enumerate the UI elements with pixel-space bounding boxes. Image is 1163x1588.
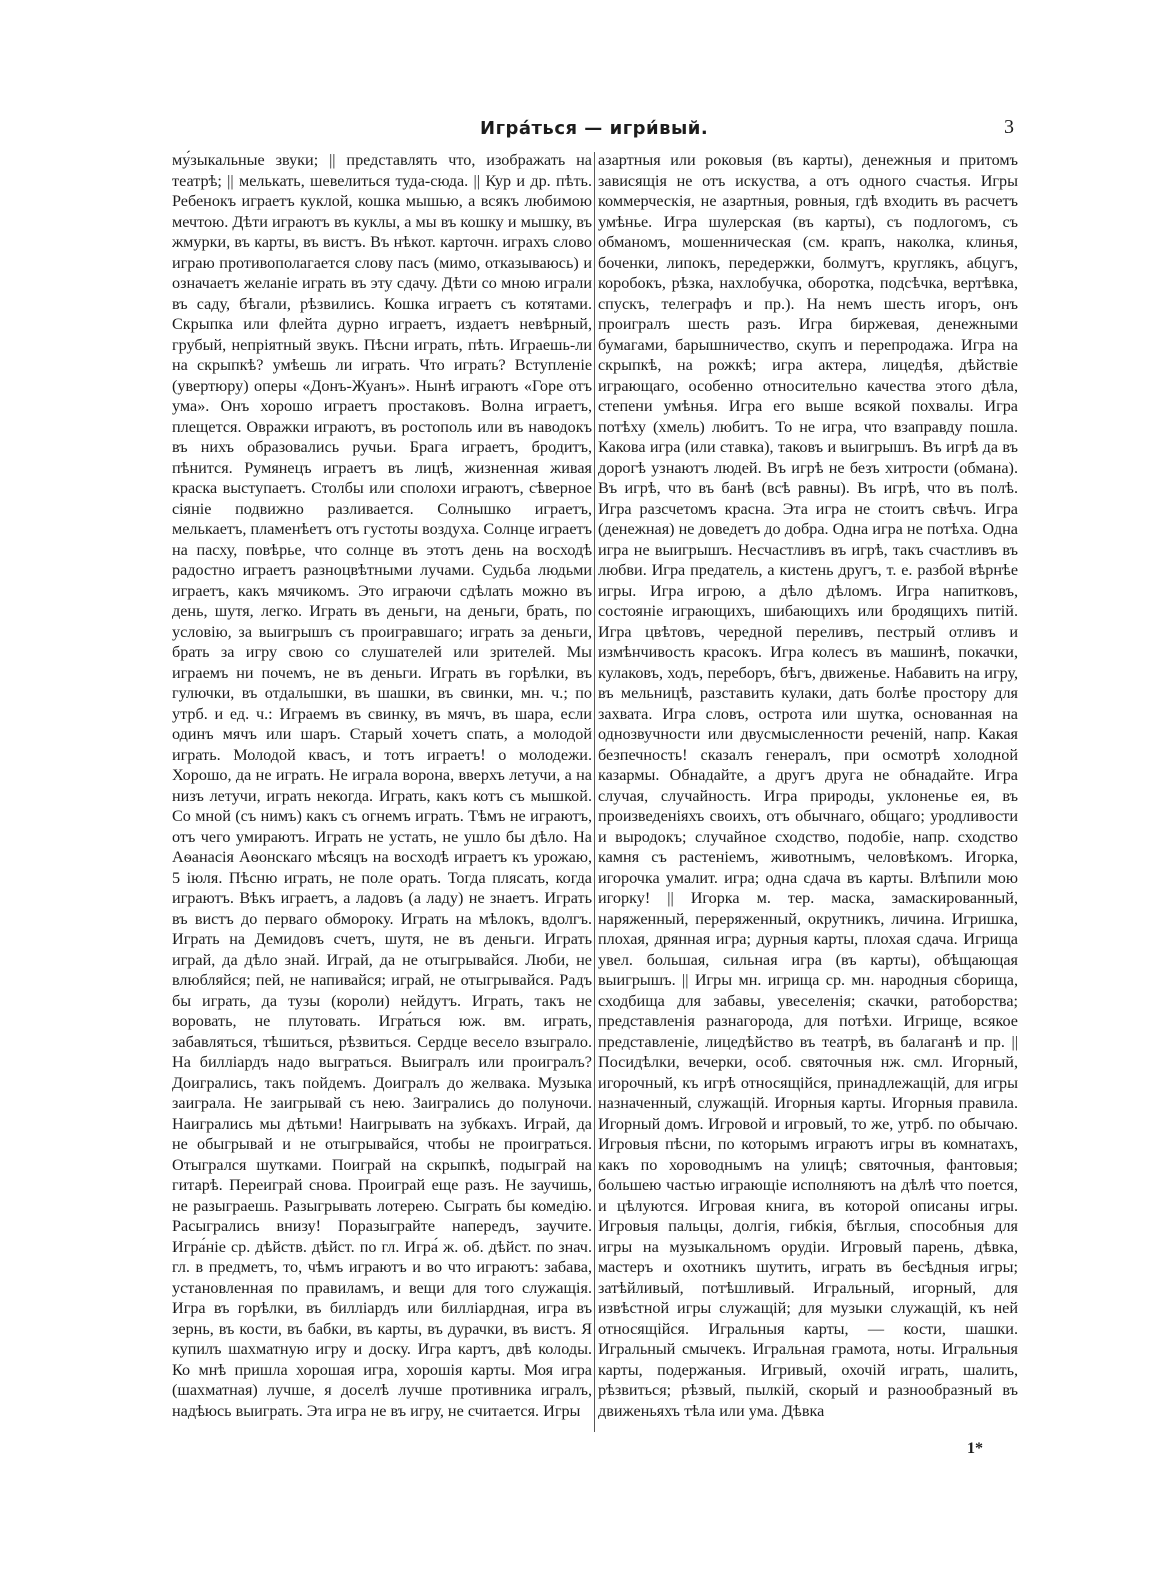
- column-divider: [594, 152, 595, 1432]
- left-column-text: му́зыкальные звуки; || представлять что, изображать на театрѣ; || мелькать, шевелиться туда-сюда. || Кур и др. пѣть. Ребенокъ играетъ куклой, кошка мышью, а всякъ любимою мечтою. Дѣти играютъ въ куклы, а мы въ кошку и мышку, въ жмурки, въ карты, въ вистъ. Въ нѣкот. карточн. играхъ слово играю противополагается слову пасъ (мимо, отказываюсь) и означаетъ желаніе играть въ эту сдачу. Дѣти со мною играли въ саду, бѣгали, рѣзвились. Кошка играетъ съ котятами. Скрыпка или флейта дурно играетъ, издаетъ невѣрный, грубый, непріятный звукъ. Пѣсни играть, пѣть. Играешь-ли на скрыпкѣ? умѣешь ли играть. Что играть? Вступленіе (увертюру) оперы «Донъ-Жуанъ». Нынѣ играютъ «Горе отъ ума». Онъ хорошо играетъ простаковъ. Волна играетъ, плещется. Овражки играютъ, въ ростополь или въ наводокъ въ нихъ образовались ручьи. Брага играетъ, бродитъ, пѣнится. Румянецъ играетъ въ лицѣ, жизненная живая краска выступаетъ. Столбы или сполохи играютъ, сѣверное сіяніе подвижно разливается. Солнышко играетъ, мелькаетъ, пламенѣетъ отъ густоты воздуха. Солнце играетъ на пасху, повѣрье, что солнце въ этотъ день на восходѣ радостно играетъ разноцвѣтными лучами. Судьба людьми играетъ, какъ мячикомъ. Это играючи сдѣлать можно въ день, шутя, легко. Играть въ деньги, на деньги, брать, по условію, за выигрышъ съ проигравшаго; играть за деньги, брать за игру свою со слушателей или зрителей. Мы играемъ ни почемъ, не въ деньги. Играть въ горѣлки, въ гулючки, въ отдалышки, въ шашки, въ свинки, мн. ч.; по утрб. и ед. ч.: Играемъ въ свинку, въ мячъ, въ шара, если одинъ мячъ или шаръ. Старый хочетъ спать, а молодой играть. Молодой квасъ, и тотъ играетъ! о молодежи. Хорошо, да не играть. Не играла ворона, вверхъ летучи, а на низъ летучи, играть некогда. Играть, какъ котъ съ мышкой. Со мной (съ нимъ) какъ съ огнемъ играть. Тѣмъ не играютъ, отъ чего умираютъ. Играть не устать, не ушло бы дѣло. На Аѳанасія Аѳонскаго мѣсяцъ на восходѣ играетъ къ урожаю, 5 іюля. Пѣсню играть, не поле орать. Тогда плясать, когда играютъ. Вѣкъ играетъ, а ладовъ (а ладу) не знаетъ. Играть въ вистъ до перваго обмороку. Играть на мѣлокъ, вдолгъ. Играть на Демидовъ счетъ, шутя, не въ деньги. Играть играй, да дѣло знай. Играй, да не отыгрывайся. Люби, не влюбляйся; пей, не напивайся; играй, не отыгрывайся. Радъ бы играть, да тузы (короли) нейдутъ. Играть, такъ не воровать, не плутовать. Игра́ться юж. вм. играть, забавляться, тѣшиться, рѣзвиться. Сердце весело взыграло. На билліардъ надо выграться. Выигралъ или проигралъ? Доигрались, такъ пойдемъ. Доигралъ до желвака. Музыка заиграла. Не заигрывай съ нею. Заигрались до полуночи. Наигрались мы дѣтьми! Наигрывать на зубкахъ. Играй, да не обыгрывай и не отыгрывайся, чтобы не проиграться. Отыгрался шутками. Поиграй на скрыпкѣ, подыграй на гитарѣ. Переиграй снова. Проиграй еще разъ. Не заучишь, не разыграешь. Разыгрывать лотерею. Сыграть бы комедію. Расыгрались внизу! Поразыграйте напередъ, заучите. Игра́ніе ср. дѣйств. дѣйст. по гл. Игра́ ж. об. дѣйст. по знач. гл. в предметъ, то, чѣмъ играютъ и во что играютъ: забава, установленная по правиламъ, и вещи для того служащія. Игра въ горѣлки, въ билліардъ или билліардная, игра въ зернь, въ кости, въ бабки, въ карты, въ дурачки, въ вистъ. Я купилъ шахматную игру и доску. Игра картъ, двѣ колоды. Ко мнѣ пришла хорошая игра, хорошія карты. Моя игра (шахматная) лучше, я доселѣ лучше противника игралъ, надѣюсь выиграть. Эта игра не въ игру, не считается. Игры: [172, 151, 592, 1420]
- left-column: [172, 150, 592, 1421]
- page-number: 3: [1004, 116, 1014, 138]
- right-column: [598, 150, 1018, 1421]
- right-column-text: азартныя или роковыя (въ карты), денежныя и притомъ зависящія не отъ искуства, а отъ одного счастья. Игры коммерческія, не азартныя, ровныя, гдѣ входить въ расчетъ умѣнье. Игра шулерская (въ карты), съ подлогомъ, съ обманомъ, мошенническая (см. крапъ, наколка, клинья, боченки, липокъ, передержки, болмутъ, круглякъ, абцугъ, коробокъ, рѣзка, нахлобучка, оборотка, подсѣчка, вертѣвка, спускъ, телеграфъ и пр.). На немъ шесть игоръ, онъ проигралъ шесть разъ. Игра биржевая, денежными бумагами, барышничество, скупъ и перепродажа. Игра на скрыпкѣ, на рожкѣ; игра актера, лицедѣя, дѣйствіе играющаго, особенно относительно качества этого дѣла, степени умѣнья. Игра его выше всякой похвалы. Игра потѣху (хмель) любитъ. То не игра, что взаправду пошла. Какова игра (или ставка), таковъ и выигрышъ. Въ игрѣ да въ дорогѣ узнаютъ людей. Въ игрѣ не безъ хитрости (обмана). Въ игрѣ, что въ банѣ (всѣ равны). Въ игрѣ, что въ полѣ. Игра разсчетомъ красна. Эта игра не стоитъ свѣчъ. Игра (денежная) не доведетъ до добра. Одна игра не потѣха. Одна игра не выигрышъ. Несчастливъ въ игрѣ, такъ счастливъ въ любви. Игра предатель, а кистень другъ, т. е. разбой вѣрнѣе игры. Игра игрою, а дѣло дѣломъ. Игра напитковъ, состояніе играющихъ, шибающихъ или бродящихъ питій. Игра цвѣтовъ, чередной переливъ, пестрый отливъ и измѣнчивость красокъ. Игра колесъ въ машинѣ, покачки, кулаковъ, ходъ, переборъ, бѣгъ, движенье. Набавить на игру, въ мельницѣ, разставить кулаки, дать болѣе простору для захвата. Игра словъ, острота или шутка, основанная на однозвучности или двусмысленности реченій, напр. Какая безпечность! сказалъ генералъ, при осмотрѣ холодной казармы. Обнадайте, а другъ друга не обнадайте. Игра случая, случайность. Игра природы, уклоненье ея, въ произведеніяхъ своихъ, отъ обычнаго, общаго; уродливости и выродокъ; случайное сходство, подобіе, напр. сходство камня съ растеніемъ, животнымъ, человѣкомъ. Игорка, игорочка умалит. игра; одна сдача въ карты. Влѣпили мою игорку! || Игорка м. тер. маска, замаскированный, наряженный, переряженный, окрутникъ, личина. Игришка, плохая, дрянная игра; дурныя карты, плохая сдача. Игрища увел. большая, сильная игра (въ карты), обѣщающая выигрышъ. || Игры мн. игрища ср. мн. народныя сборища, сходбища для забавы, увеселенія; скачки, ратоборства; представленія разнагорода, для потѣхи. Игрище, всякое представленіе, лицедѣйство въ театрѣ, въ балаганѣ и пр. || Посидѣлки, вечерки, особ. святочныя нж. смл. Игорный, игорочный, къ игрѣ относящійся, принадлежащій, для игры назначенный, служащій. Игорныя карты. Игорныя правила. Игорный домъ. Игровой и игровый, то же, утрб. по обычаю. Игровыя пѣсни, по которымъ играютъ игры въ комнатахъ, какъ по хороводнымъ на улицѣ; святочныя, фантовыя; большею частью играющіе исполняютъ на дѣлѣ что поется, и цѣлуются. Игровая книга, въ которой описаны игры. Игровыя пальцы, долгія, гибкія, бѣглыя, способныя для игры на музыкальномъ орудіи. Игровый парень, дѣвка, мастеръ и охотникъ шутить, играть въ бесѣдныя игры; затѣйливый, потѣшливый. Игральный, игорный, для извѣстной игры служащій; для музыки служащій, къ ней относящійся. Игральныя карты, — кости, шашки. Игральный смычекъ. Игральная грамота, ноты. Игральныя карты, подержаныя. Игривый, охочій играть, шалить, рѣзвиться; рѣзвый, пылкій, скорый и разнообразный въ движеньяхъ тѣла или ума. Дѣвка: [598, 151, 1018, 1420]
- signature-mark: 1*: [967, 1440, 983, 1457]
- page-title: Игра́ться — игри́вый.: [480, 118, 709, 139]
- running-head: [170, 116, 1040, 148]
